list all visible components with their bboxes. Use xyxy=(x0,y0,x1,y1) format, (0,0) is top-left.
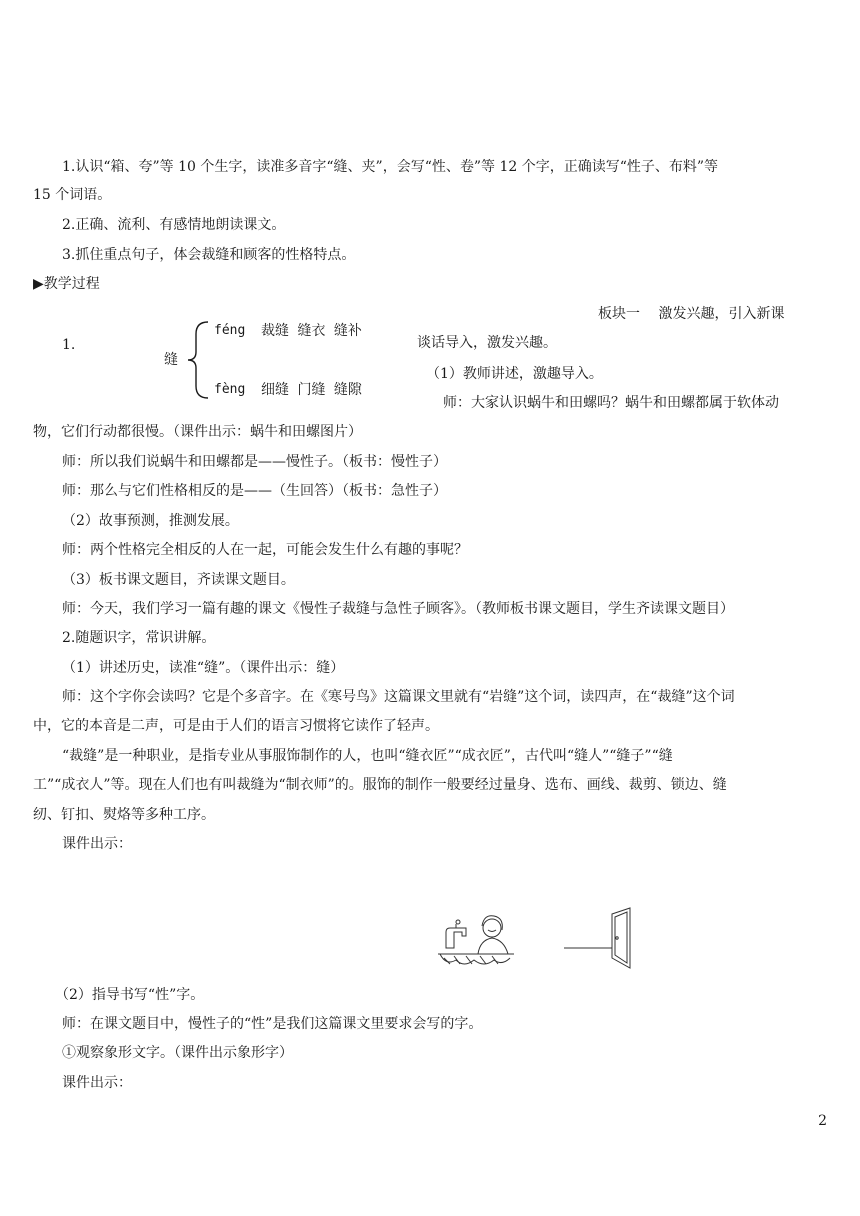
body-line: （2）指导书写“性”字。 xyxy=(55,987,205,1003)
block-line-1: 谈话导入，激发兴趣。 xyxy=(417,335,557,351)
block-title: 板块一 激发兴趣，引入新课 xyxy=(598,306,785,322)
body-line: （2）故事预测，推测发展。 xyxy=(62,513,239,529)
section-title: ▶教学过程 xyxy=(33,276,100,292)
reading-2-words: 细缝 门缝 缝隙 xyxy=(261,382,362,398)
body-line: ①观察象形文字。（课件出示象形字） xyxy=(62,1045,293,1061)
body-line: 课件出示： xyxy=(62,1075,132,1091)
body-line: “裁缝”是一种职业，是指专业从事服饰制作的人，也叫“缝衣匠”“成衣匠”，古代叫“缝人”“缝子”“缝 xyxy=(62,748,673,764)
objective-1-cont: 15 个词语。 xyxy=(33,187,112,203)
body-line: 师：所以我们说蜗牛和田螺都是——慢性子。（板书：慢性子） xyxy=(62,454,447,470)
reading-2-pinyin: fèng xyxy=(214,382,246,397)
body-line: 纫、钉扣、熨烙等多种工序。 xyxy=(33,807,215,823)
block-line-3: 师：大家认识蜗牛和田螺吗？蜗牛和田螺都属于软体动 xyxy=(443,395,779,411)
body-line: 物，它们行动都很慢。（课件出示：蜗牛和田螺图片） xyxy=(33,424,362,440)
body-line: 师：两个性格完全相反的人在一起，可能会发生什么有趣的事呢？ xyxy=(62,542,468,558)
body-line: 课件出示： xyxy=(62,836,132,852)
objective-2: 2.正确、流利、有感情地朗读课文。 xyxy=(62,217,286,233)
body-line: 师：今天，我们学习一篇有趣的课文《慢性子裁缝与急性子顾客》。（教师板书课文题目，学生齐读课文题目） xyxy=(62,601,734,617)
body-line: 师：在课文题目中，慢性子的“性”是我们这篇课文里要求会写的字。 xyxy=(62,1016,483,1032)
polyphone-number: 1. xyxy=(62,337,76,353)
body-line: 工”“成衣人”等。现在人们也有叫裁缝为“制衣师”的。服饰的制作一般要经过量身、选布、画线、裁剪、锁边、缝 xyxy=(33,777,727,793)
brace-icon xyxy=(186,320,210,400)
door-image xyxy=(562,906,634,972)
reading-1-pinyin: féng xyxy=(214,323,246,338)
block-line-2: （1）教师讲述，激趣导入。 xyxy=(426,366,603,382)
reading-1-words: 裁缝 缝衣 缝补 xyxy=(261,323,362,339)
body-line: 师：那么与它们性格相反的是——（生回答）（板书：急性子） xyxy=(62,483,447,499)
tailor-sewing-image xyxy=(436,908,516,970)
page-number: 2 xyxy=(818,1113,827,1129)
body-line: （1）讲述历史，读准“缝”。（课件出示：缝） xyxy=(62,660,345,676)
objective-3: 3.抓住重点句子，体会裁缝和顾客的性格特点。 xyxy=(62,247,356,263)
body-line: 中，它的本音是二声，可是由于人们的语言习惯将它读作了轻声。 xyxy=(33,718,439,734)
body-line: （3）板书课文题目，齐读课文题目。 xyxy=(62,572,295,588)
polyphone-char: 缝 xyxy=(164,352,178,368)
body-line: 2.随题识字，常识讲解。 xyxy=(62,630,216,646)
body-line: 师：这个字你会读吗？它是个多音字。在《寒号鸟》这篇课文里就有“岩缝”这个词，读四声，在“裁缝”这个词 xyxy=(62,689,735,705)
objective-1: 1.认识“箱、夸”等 10 个生字，读准多音字“缝、夹”，会写“性、卷”等 12 个字，正确读写“性子、布料”等 xyxy=(62,159,719,175)
